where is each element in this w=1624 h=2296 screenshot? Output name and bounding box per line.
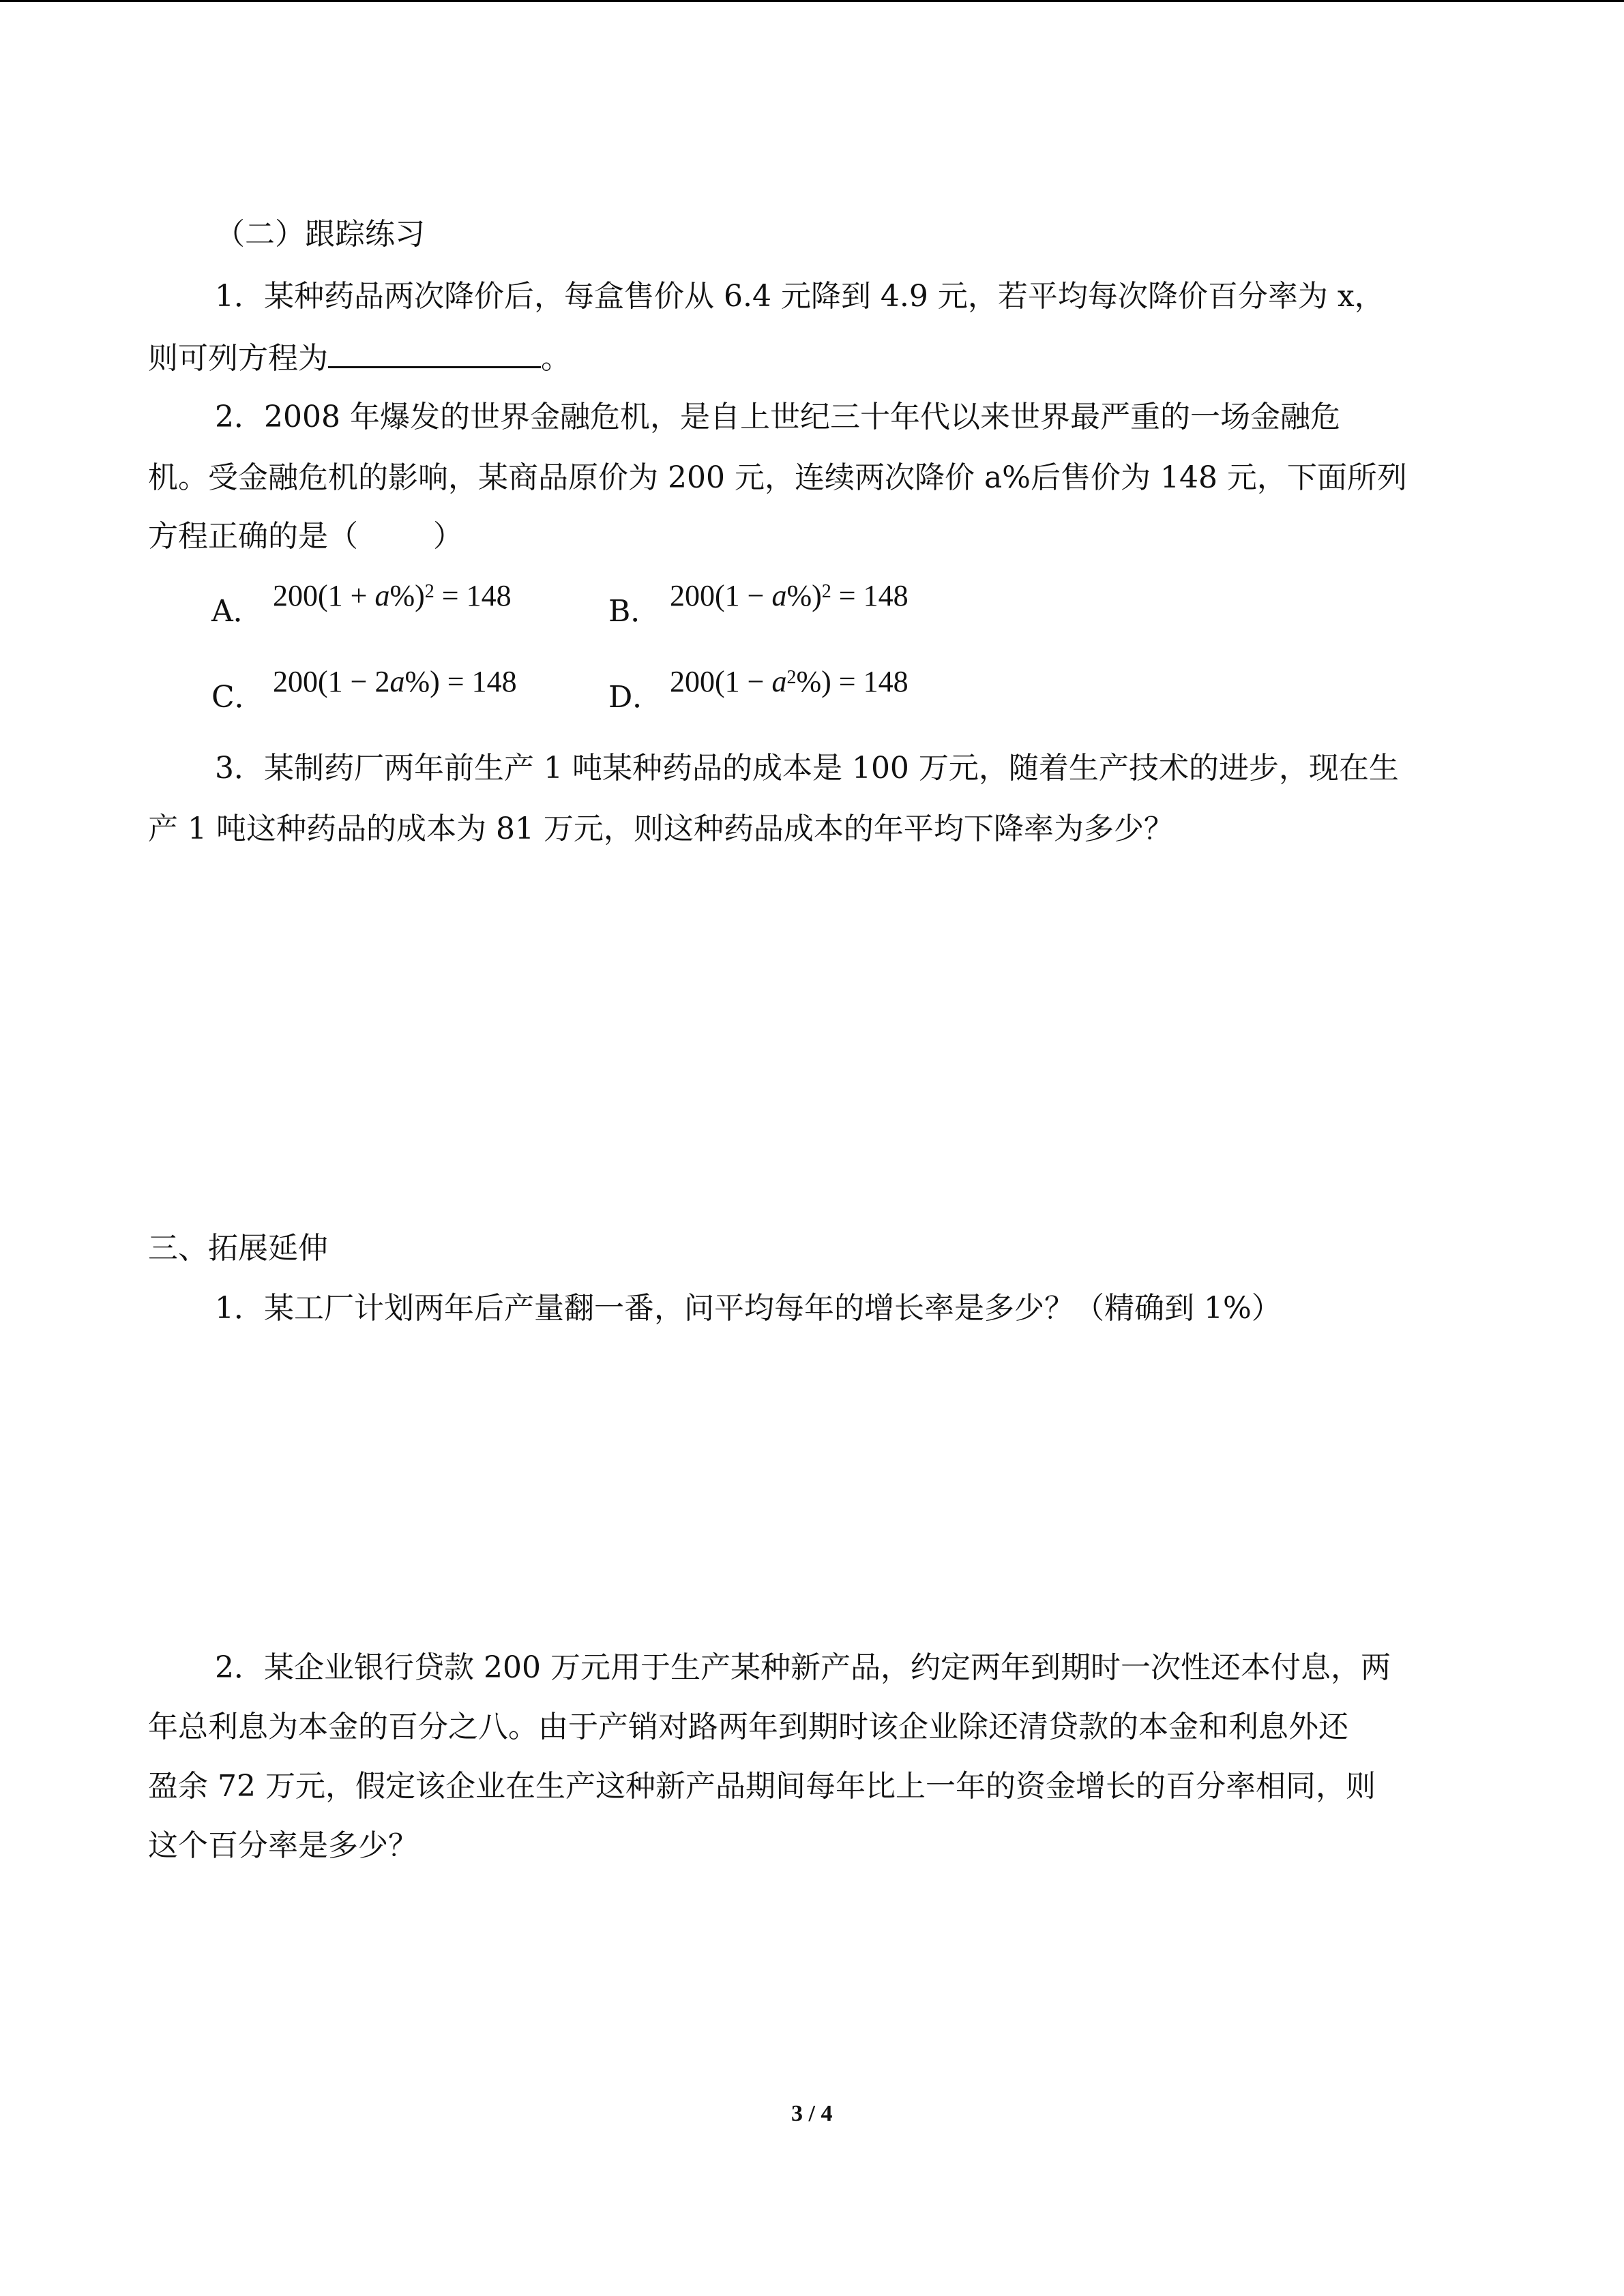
q2-line2: 机。受金融危机的影响，某商品原价为 200 元，连续两次降价 a%后售价为 148 元，下面所列 [148, 460, 1407, 495]
section-three-heading: 三、拓展延伸 [148, 1231, 328, 1266]
option-b-label: B． [608, 594, 661, 629]
ext-q2-line2: 年总利息为本金的百分之八。由于产销对路两年到期时该企业除还清贷款的本金和利息外还 [148, 1710, 1348, 1744]
q2-line3 [148, 519, 1478, 554]
ext-q2-line4: 这个百分率是多少？ [148, 1828, 418, 1863]
option-c-formula: 200(1 − 2a%) = 148 [273, 665, 517, 698]
answer-blank[interactable] [328, 339, 541, 368]
q1-line2 [148, 339, 1478, 376]
q3-line2: 产 1 吨这种药品的成本为 81 万元，则这种药品成本的年平均下降率为多少？ [148, 811, 1174, 846]
option-c-label: C． [211, 680, 265, 715]
ext-q2-line3: 盈余 72 万元，假定该企业在生产这种新产品期间每年比上一年的资金增长的百分率相同，则 [148, 1769, 1376, 1804]
page-number: 3 / 4 [791, 2101, 833, 2126]
option-a-label: A． [211, 594, 263, 629]
option-d-formula: $200(1 - a^2\%) = 148$ [670, 665, 909, 698]
q2-line3-prefix: 方程正确的是（ [148, 519, 358, 554]
page-top-border [0, 0, 1624, 2]
option-b-formula: $200(1 - a\%)^2 = 148$ [670, 579, 909, 612]
q1-line2-suffix: 。 [541, 341, 571, 376]
q2-line1: 2．2008 年爆发的世界金融危机，是自上世纪三十年代以来世界最严重的一场金融危 [215, 400, 1340, 434]
ext-q1: 1．某工厂计划两年后产量翻一番，问平均每年的增长率是多少？（精确到 1%） [215, 1291, 1282, 1326]
q1-line1: 1．某种药品两次降价后，每盒售价从 6.4 元降到 4.9 元，若平均每次降价百分率为 x， [215, 279, 1385, 314]
q2-line3-suffix: ） [433, 519, 463, 554]
q1-line2-prefix: 则可列方程为 [148, 341, 328, 376]
ext-q2-line1: 2．某企业银行贷款 200 万元用于生产某种新产品，约定两年到期时一次性还本付息，两 [215, 1650, 1391, 1685]
section-two-heading: （二）跟踪练习 [215, 217, 425, 252]
option-d-label: D． [608, 680, 663, 715]
q3-line1: 3．某制药厂两年前生产 1 吨某种药品的成本是 100 万元，随着生产技术的进步，现在生 [215, 751, 1399, 786]
option-a-formula: $200(1 + a\%)^2 = 148$ [273, 579, 512, 612]
